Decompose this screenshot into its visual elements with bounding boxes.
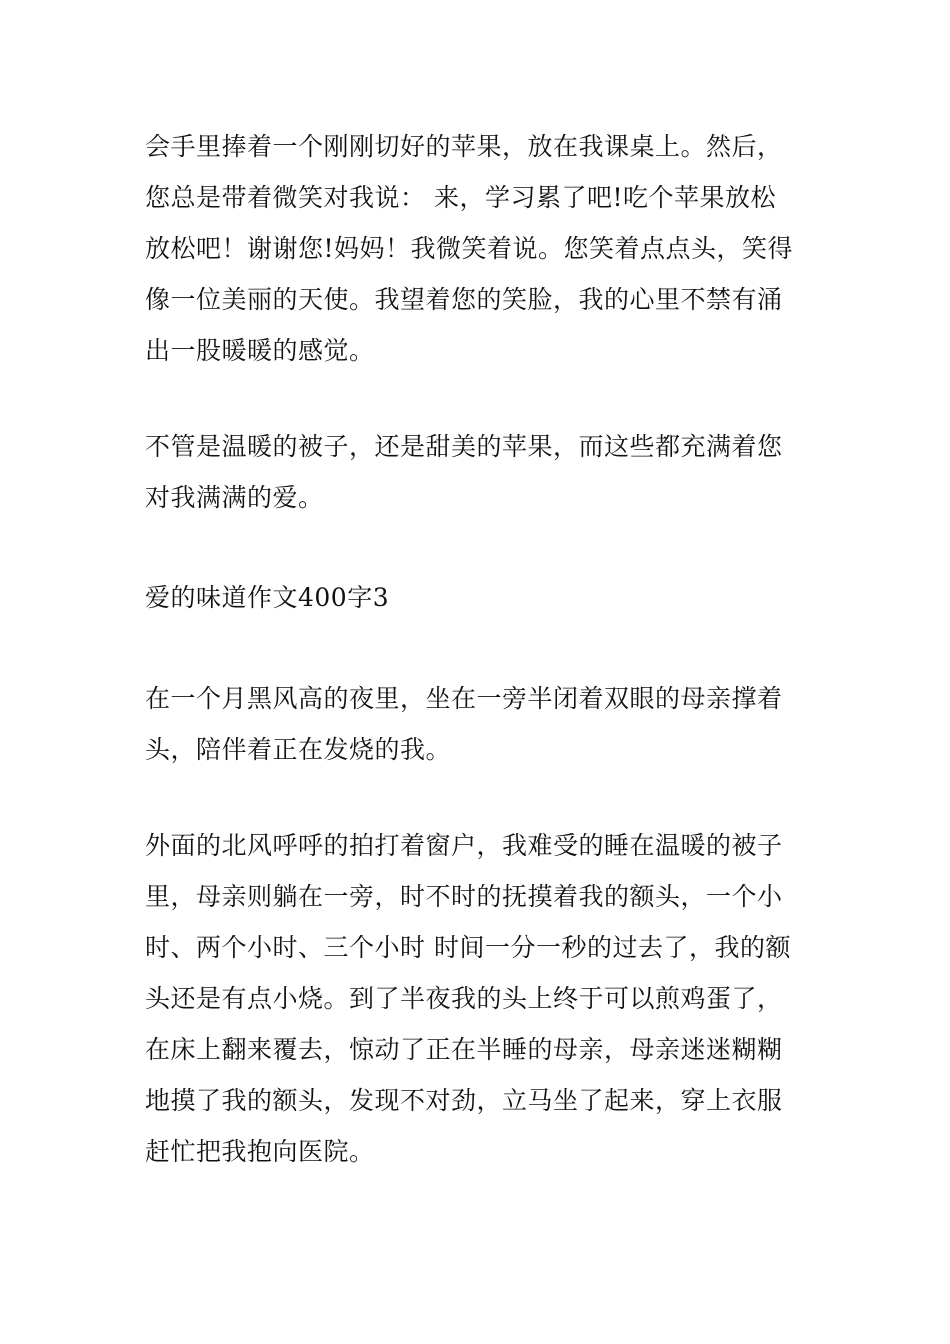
paragraph-4-line-5: 在床上翻来覆去，惊动了正在半睡的母亲，母亲迷迷糊糊 (145, 1035, 783, 1064)
paragraph-2-line-2: 对我满满的爱。 (145, 483, 324, 512)
section-heading: 爱的味道作文400字3 (145, 583, 390, 612)
paragraph-4-line-6: 地摸了我的额头，发现不对劲，立马坐了起来，穿上衣服 (145, 1086, 783, 1115)
paragraph-3-line-1: 在一个月黑风高的夜里，坐在一旁半闭着双眼的母亲撑着 (145, 684, 783, 713)
paragraph-1-line-2: 您总是带着微笑对我说： 来，学习累了吧!吃个苹果放松 (145, 183, 776, 212)
paragraph-1-line-1: 会手里捧着一个刚刚切好的苹果，放在我课桌上。然后， (145, 132, 783, 161)
paragraph-2-line-1: 不管是温暖的被子，还是甜美的苹果，而这些都充满着您 (145, 432, 783, 461)
paragraph-4-line-7: 赶忙把我抱向医院。 (145, 1137, 375, 1166)
paragraph-3-line-2: 头，陪伴着正在发烧的我。 (145, 735, 452, 764)
paragraph-1-line-4: 像一位美丽的天使。我望着您的笑脸，我的心里不禁有涌 (145, 285, 783, 314)
paragraph-4-line-4: 头还是有点小烧。到了半夜我的头上终于可以煎鸡蛋了， (145, 984, 783, 1013)
paragraph-1-line-5: 出一股暖暖的感觉。 (145, 336, 375, 365)
paragraph-1-line-3: 放松吧！谢谢您!妈妈！我微笑着说。您笑着点点头，笑得 (145, 234, 794, 263)
paragraph-4-line-2: 里，母亲则躺在一旁，时不时的抚摸着我的额头，一个小 (145, 882, 783, 911)
paragraph-4-line-1: 外面的北风呼呼的拍打着窗户，我难受的睡在温暖的被子 (145, 831, 783, 860)
paragraph-4-line-3: 时、两个小时、三个小时 时间一分一秒的过去了，我的额 (145, 933, 791, 962)
